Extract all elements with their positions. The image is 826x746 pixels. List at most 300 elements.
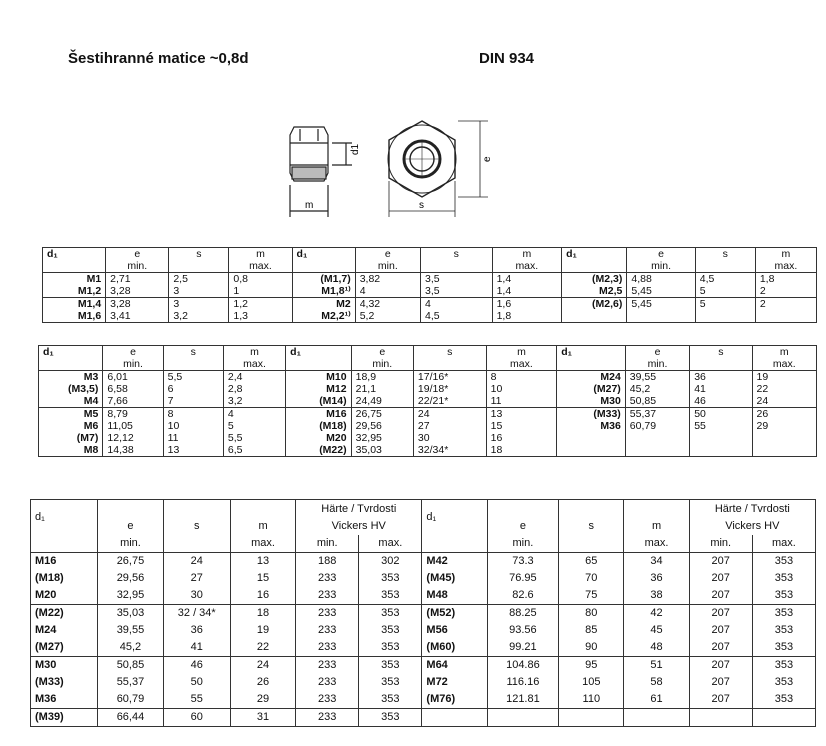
value-cell: 24 [413,408,486,421]
value-cell: 6,58 [103,383,163,395]
value-cell: 39,55 [98,622,163,639]
value-cell: 55 [690,420,752,432]
value-cell: 14,38 [103,444,163,457]
hdr-s: s [169,248,229,261]
value-cell: 1,4 [492,285,562,298]
value-cell: 3 [169,285,229,298]
table-row [39,444,817,457]
value-cell: 4,5 [420,310,492,323]
value-cell: 65 [559,553,624,571]
value-cell [752,432,817,444]
value-cell: 80 [559,605,624,623]
size-cell: M6 [39,420,103,432]
value-cell: 353 [359,587,422,605]
hdr-d1: d₁ [43,248,106,261]
value-cell: 3,5 [420,285,492,298]
value-cell: 2 [755,285,816,298]
size-cell: M30 [557,395,626,408]
value-cell: 46 [163,657,230,675]
value-cell: 353 [752,691,815,709]
size-cell: M1,2 [43,285,106,298]
value-cell: 10 [486,383,557,395]
hdr-m: m [492,248,562,261]
value-cell: 24 [163,553,230,571]
value-cell: 207 [689,622,752,639]
size-cell: M20 [31,587,98,605]
value-cell: 233 [296,605,359,623]
hdr-min: min. [106,260,169,273]
size-cell: (M14) [286,395,351,408]
hdr-m: m [230,500,295,536]
size-cell: M24 [31,622,98,639]
value-cell: 32/34* [413,444,486,457]
value-cell: 75 [559,587,624,605]
value-cell: 11 [163,432,223,444]
value-cell: 207 [689,674,752,691]
hdr-min: min. [355,260,420,273]
value-cell: 353 [752,622,815,639]
value-cell: 26 [230,674,295,691]
size-cell: (M33) [557,408,626,421]
value-cell: 233 [296,639,359,657]
table-row [31,674,816,691]
hdr-min: min. [103,358,163,371]
value-cell: 2,5 [169,273,229,286]
value-cell: 55 [163,691,230,709]
value-cell: 353 [359,639,422,657]
value-cell: 8,79 [103,408,163,421]
hdr-hardness-1: Härte / Tvrdosti [689,500,815,519]
size-cell: (M45) [422,570,487,587]
size-cell: M30 [31,657,98,675]
hdr-e: e [103,346,163,359]
value-cell: 2,71 [106,273,169,286]
value-cell: 13 [486,408,557,421]
hdr-s: s [413,346,486,359]
table-row [39,408,817,421]
table-row [31,622,816,639]
table-row [31,605,816,623]
value-cell: 13 [230,553,295,571]
label-m: m [305,200,314,211]
size-cell: M64 [422,657,487,675]
value-cell: 3,28 [106,285,169,298]
value-cell: 5,5 [163,371,223,384]
value-cell: 46 [690,395,752,408]
value-cell: 15 [230,570,295,587]
value-cell: 5,5 [223,432,285,444]
value-cell: 50,85 [98,657,163,675]
hdr-s: s [420,248,492,261]
value-cell: 353 [359,570,422,587]
hdr-max: max. [223,358,285,371]
value-cell: 8 [163,408,223,421]
hdr-e: e [98,500,163,536]
value-cell: 353 [752,639,815,657]
value-cell: 29,56 [98,570,163,587]
hdr-d1: d₁ [31,500,98,536]
value-cell: 6,01 [103,371,163,384]
table-row [31,639,816,657]
table-row [31,553,816,571]
hdr-m: m [486,346,557,359]
value-cell: 45,2 [625,383,689,395]
value-cell: 3,82 [355,273,420,286]
value-cell: 233 [296,691,359,709]
value-cell: 104.86 [487,657,559,675]
value-cell: 2,4 [223,371,285,384]
hdr-d1: d₁ [562,248,627,261]
value-cell: 353 [359,674,422,691]
value-cell [752,709,815,727]
value-cell: 29,56 [351,420,413,432]
t2-body [39,371,817,457]
standard-label: DIN 934 [479,50,535,67]
value-cell: 22 [752,383,817,395]
value-cell: 353 [752,587,815,605]
value-cell: 1 [229,285,292,298]
value-cell: 10 [163,420,223,432]
hdr-s: s [695,248,755,261]
value-cell: 353 [359,605,422,623]
size-cell: M16 [31,553,98,571]
table-row [31,691,816,709]
value-cell: 26,75 [98,553,163,571]
value-cell: 36 [163,622,230,639]
size-cell: (M2,3) [562,273,627,286]
value-cell: 353 [752,657,815,675]
size-cell: M48 [422,587,487,605]
value-cell: 3,41 [106,310,169,323]
value-cell: 18 [486,444,557,457]
table-row [39,383,817,395]
value-cell: 18 [230,605,295,623]
t3-body [31,553,816,727]
size-cell: M12 [286,383,351,395]
value-cell: 88.25 [487,605,559,623]
table-row [43,298,817,311]
value-cell: 0,8 [229,273,292,286]
size-cell: M56 [422,622,487,639]
value-cell: 110 [559,691,624,709]
value-cell: 5 [695,285,755,298]
value-cell: 207 [689,639,752,657]
value-cell: 207 [689,553,752,571]
hdr-max: max. [359,535,422,553]
hdr-m: m [752,346,817,359]
value-cell: 29 [752,420,817,432]
hdr-max: max. [492,260,562,273]
size-cell: (M18) [286,420,351,432]
table-row [43,285,817,298]
value-cell: 24 [230,657,295,675]
value-cell: 82.6 [487,587,559,605]
value-cell: 61 [624,691,689,709]
value-cell: 3,28 [106,298,169,311]
value-cell: 41 [163,639,230,657]
value-cell: 2,8 [223,383,285,395]
label-d1: d1 [350,143,361,155]
value-cell: 70 [559,570,624,587]
value-cell: 60,79 [625,420,689,432]
hdr-hardness-1: Härte / Tvrdosti [296,500,422,519]
hdr-d1: d₁ [422,500,487,536]
value-cell [752,444,817,457]
hdr-m: m [223,346,285,359]
value-cell: 2 [755,298,816,311]
size-cell: (M27) [31,639,98,657]
size-cell: M2,5 [562,285,627,298]
value-cell: 105 [559,674,624,691]
hdr-e: e [625,346,689,359]
t1-header [43,248,817,273]
size-cell: (M60) [422,639,487,657]
value-cell: 4,32 [355,298,420,311]
size-cell: M2,2¹⁾ [292,310,355,323]
value-cell: 51 [624,657,689,675]
label-s: s [419,200,424,211]
size-cell: M42 [422,553,487,571]
value-cell: 353 [359,657,422,675]
table-small-sizes [42,247,817,323]
value-cell: 50 [163,674,230,691]
value-cell: 3,5 [420,273,492,286]
hdr-min: min. [296,535,359,553]
value-cell [487,709,559,727]
value-cell: 3,2 [169,310,229,323]
t2-header [39,346,817,371]
hdr-m: m [229,248,292,261]
value-cell: 58 [624,674,689,691]
hex-nut-drawing [280,115,500,225]
size-cell [557,444,626,457]
value-cell: 31 [230,709,295,727]
value-cell: 60 [163,709,230,727]
value-cell: 36 [624,570,689,587]
hdr-max: max. [752,358,817,371]
hdr-hardness-2: Vickers HV [296,518,422,535]
t3-header [31,500,816,553]
value-cell: 207 [689,605,752,623]
hdr-s: s [559,500,624,536]
value-cell: 1,4 [492,273,562,286]
t1-body [43,273,817,323]
value-cell: 16 [230,587,295,605]
size-cell: M8 [39,444,103,457]
value-cell: 1,8 [492,310,562,323]
size-cell: (M3,5) [39,383,103,395]
value-cell: 233 [296,570,359,587]
value-cell: 6 [163,383,223,395]
value-cell: 207 [689,587,752,605]
hdr-min: min. [627,260,695,273]
size-cell: (M76) [422,691,487,709]
value-cell: 8 [486,371,557,384]
value-cell: 26,75 [351,408,413,421]
value-cell: 39,55 [625,371,689,384]
value-cell [625,444,689,457]
value-cell: 353 [752,674,815,691]
value-cell: 5 [695,298,755,311]
hdr-e: e [106,248,169,261]
table-row [31,657,816,675]
size-cell: (M27) [557,383,626,395]
value-cell: 233 [296,657,359,675]
value-cell: 85 [559,622,624,639]
size-cell: (M1,7) [292,273,355,286]
hdr-d1: d₁ [39,346,103,359]
value-cell: 302 [359,553,422,571]
size-cell: (M33) [31,674,98,691]
value-cell: 4,5 [695,273,755,286]
table-row [39,432,817,444]
table-row [43,273,817,286]
hdr-max: max. [486,358,557,371]
value-cell: 353 [359,691,422,709]
value-cell: 12,12 [103,432,163,444]
value-cell [559,709,624,727]
value-cell: 3,2 [223,395,285,408]
table-row [43,310,817,323]
hdr-min: min. [689,535,752,553]
size-cell: M1,4 [43,298,106,311]
value-cell: 55,37 [98,674,163,691]
value-cell: 233 [296,622,359,639]
value-cell: 76.95 [487,570,559,587]
value-cell: 207 [689,691,752,709]
value-cell: 29 [230,691,295,709]
value-cell: 353 [752,605,815,623]
size-cell: M3 [39,371,103,384]
value-cell: 30 [163,587,230,605]
value-cell: 95 [559,657,624,675]
value-cell: 45 [624,622,689,639]
value-cell: 11 [486,395,557,408]
hdr-min: min. [625,358,689,371]
value-cell: 15 [486,420,557,432]
value-cell: 353 [359,709,422,727]
value-cell [625,432,689,444]
hdr-max: max. [230,535,295,553]
hdr-e: e [627,248,695,261]
value-cell: 60,79 [98,691,163,709]
value-cell: 16 [486,432,557,444]
value-cell: 93.56 [487,622,559,639]
value-cell: 1,3 [229,310,292,323]
value-cell: 21,1 [351,383,413,395]
value-cell: 233 [296,587,359,605]
value-cell: 17/16* [413,371,486,384]
value-cell: 24,49 [351,395,413,408]
size-cell: (M22) [286,444,351,457]
size-cell: M16 [286,408,351,421]
value-cell: 353 [359,622,422,639]
value-cell: 99.21 [487,639,559,657]
value-cell: 32 / 34* [163,605,230,623]
value-cell: 50 [690,408,752,421]
value-cell [624,709,689,727]
value-cell: 207 [689,570,752,587]
size-cell: M1 [43,273,106,286]
size-cell: M20 [286,432,351,444]
size-cell: (M7) [39,432,103,444]
hdr-e: e [487,500,559,536]
value-cell: 32,95 [351,432,413,444]
value-cell: 1,8 [755,273,816,286]
hdr-s: s [163,500,230,536]
hdr-hardness-2: Vickers HV [689,518,815,535]
hdr-max: max. [624,535,689,553]
hdr-m: m [755,248,816,261]
value-cell: 353 [752,570,815,587]
size-cell: M1,6 [43,310,106,323]
value-cell: 41 [690,383,752,395]
page-title: Šestihranné matice ~0,8d [68,50,249,67]
value-cell: 13 [163,444,223,457]
value-cell: 1,6 [492,298,562,311]
hdr-min: min. [351,358,413,371]
size-cell: M4 [39,395,103,408]
value-cell: 5 [223,420,285,432]
value-cell: 5,2 [355,310,420,323]
size-cell: M72 [422,674,487,691]
value-cell: 35,03 [98,605,163,623]
value-cell [690,432,752,444]
hdr-e: e [351,346,413,359]
value-cell: 50,85 [625,395,689,408]
value-cell: 30 [413,432,486,444]
value-cell: 5,45 [627,285,695,298]
table-row [31,709,816,727]
value-cell: 27 [413,420,486,432]
size-cell: M36 [31,691,98,709]
size-cell: M36 [557,420,626,432]
value-cell: 42 [624,605,689,623]
value-cell: 35,03 [351,444,413,457]
size-cell: M24 [557,371,626,384]
size-cell: M5 [39,408,103,421]
size-cell: M1,8¹⁾ [292,285,355,298]
value-cell: 18,9 [351,371,413,384]
hdr-d1: d₁ [292,248,355,261]
hdr-min: min. [98,535,163,553]
value-cell: 24 [752,395,817,408]
value-cell: 45,2 [98,639,163,657]
value-cell [755,310,816,323]
table-medium-sizes [38,345,817,457]
value-cell: 36 [690,371,752,384]
value-cell: 4,88 [627,273,695,286]
table-row [31,570,816,587]
value-cell: 3 [169,298,229,311]
size-cell [557,432,626,444]
table-row [31,587,816,605]
value-cell: 22 [230,639,295,657]
size-cell: M2 [292,298,355,311]
value-cell: 38 [624,587,689,605]
value-cell: 207 [689,657,752,675]
value-cell: 22/21* [413,395,486,408]
hdr-d1: d₁ [286,346,351,359]
value-cell: 5,45 [627,298,695,311]
size-cell: (M18) [31,570,98,587]
value-cell: 4 [355,285,420,298]
hdr-d1: d₁ [557,346,626,359]
value-cell [627,310,695,323]
hdr-s: s [690,346,752,359]
size-cell: (M2,6) [562,298,627,311]
value-cell [695,310,755,323]
